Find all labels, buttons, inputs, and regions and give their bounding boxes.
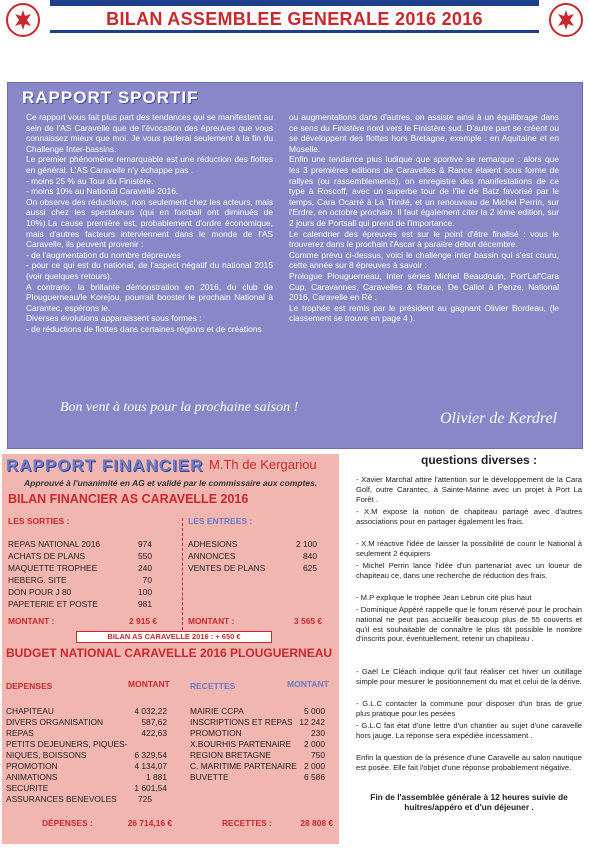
list-value: 1 881 (146, 772, 167, 782)
list-item: ANNONCES (188, 551, 236, 561)
budget-title: BUDGET NATIONAL CARAVELLE 2016 PLOUGUERNEAU (6, 646, 333, 660)
list-item: PROMOTION (190, 728, 242, 738)
list-value: 625 (303, 563, 317, 573)
montant-entrees: 3 565 € (294, 616, 322, 626)
paragraph: Le calendrier des épreuves est sur le point d'être finalisé : vous le trouverez dans le prochain l'Ascar à paraitre début décembre. (289, 228, 559, 250)
paragraph: - de l'augmentation du nombre dépreuves (26, 249, 181, 260)
question-item: - Xavier Marchal attire l'attention sur le développement de la Cara Golf, outre Carantec, à Sainte-Marine avec un projet à Port La Forêt . (356, 475, 582, 504)
sorties-label: LES SORTIES : (8, 516, 70, 526)
list-item: ANIMATIONS (6, 772, 58, 782)
closing-line: Fin de l'assemblée générale à 12 heures suivie de huitres/appéro et d'un déjeuner . (370, 792, 568, 812)
list-item: X.BOURHIS PARTENAIRE (190, 739, 292, 749)
list-value: 4 032,22 (134, 706, 167, 716)
list-item: MAQUETTE TROPHEE (8, 563, 98, 573)
list-item: ACHATS DE PLANS (8, 551, 86, 561)
list-value: 750 (311, 750, 325, 760)
paragraph: Prologue Plouguerneau, Inter séries Michel Beaudouin, Port'Laf'Cara Cup, Caravannes, Caravelles & Rance, De Callot à Penze, National 2016, Caravelle en Ré . (289, 270, 559, 303)
club-logo-icon (549, 3, 583, 37)
paragraph: On observe des réductions, non seulement chez les acteurs, mais aussi chez les spectateurs (qui en football ont diminués de 10%).La cause première est, probablement d'ordre économique, mais d'autres facteurs interviennent dans le monde de l'AS Caravelle, ils peuvent provenir : (26, 196, 273, 250)
list-item: DON POUR J 80 (8, 587, 72, 597)
question-item: - X.M réactive l'idée de laisser la possibilité de courir le National à seulement 2 équipiers (356, 539, 582, 558)
sport-heading: RAPPORT SPORTIF (22, 88, 199, 107)
question-item: - Michel Perrin lance l'idée d'un partenariat avec un loueur de chapiteau ce, dans une recherche de réduction des frais. (356, 561, 582, 580)
paragraph: - moins 10% au National Caravelle 2016. (26, 186, 179, 197)
question-item: - G.L.C fait état d'une lettre d'un chantier au sujet d'une caravelle hors jauge. La réponse sera expédiée incessament . (356, 721, 582, 740)
depenses-label: DEPENSES (6, 681, 53, 691)
list-item: PROMOTION (6, 761, 58, 771)
montant-label: MONTANT : (188, 616, 235, 626)
list-value: 6 329,54 (134, 750, 167, 760)
list-item: INSCRIPTIONS ET REPAS (190, 717, 293, 727)
list-value: 981 (138, 599, 152, 609)
question-item: - G.L.C contacter la commune pour disposer d'un bras de grue plus pratique pour les pesées (356, 699, 582, 718)
signature: Olivier de Kerdrel (440, 410, 558, 427)
list-value: 12 242 (299, 717, 325, 727)
sport-left-column (26, 112, 273, 334)
question-item: - X.M expose la notion de chapiteau partagé avec d'autres associations pour en partager également les frais. (356, 507, 582, 526)
list-item: SECURITE (6, 783, 49, 793)
list-item: PETITS DEJEUNERS, PIQUES- (6, 739, 128, 749)
montant-column-label: MONTANT (287, 679, 329, 689)
list-value: 840 (303, 551, 317, 561)
finance-heading: RAPPORT FINANCIER (6, 456, 204, 475)
bilan-result: BILAN AS CARAVELLE 2016 : + 650 € (76, 631, 272, 643)
list-value: 2 000 (304, 739, 325, 749)
montant-column-label: MONTANT (128, 679, 170, 689)
paragraph: Diverses évolutions apparaissent sous formes : (26, 313, 202, 324)
column-divider (182, 518, 183, 630)
header (0, 0, 589, 38)
header-underline (50, 30, 539, 33)
list-value: 70 (142, 575, 152, 585)
list-item: CHAPITEAU (6, 706, 54, 716)
list-item: NIQUES, BOISSONS (6, 750, 87, 760)
recettes-label: RECETTES (190, 681, 236, 691)
list-item: REPAS (6, 728, 34, 738)
list-value: 587,62 (141, 717, 167, 727)
finance-report-panel (2, 454, 339, 844)
closing-wish: Bon vent à tous pour la prochaine saison ! (60, 400, 299, 415)
paragraph: Ce rapport vous fait plus part des tendances qui se manifestent au sein de l'AS Caravelle que de l'évocation des épreuves que vous connaissez mieux que moi. Je vous parlerai seulement à la fin du Challenge Inter-bassins. (26, 112, 273, 154)
list-value: 974 (138, 539, 152, 549)
list-value: 1 601,54 (134, 783, 167, 793)
list-value: 240 (138, 563, 152, 573)
bilan-title: BILAN FINANCIER AS CARAVELLE 2016 (8, 492, 249, 506)
header-bar (50, 0, 539, 6)
list-item: REPAS NATIONAL 2016 (8, 539, 101, 549)
list-item: BUVETTE (190, 772, 229, 782)
list-value: 422,63 (141, 728, 167, 738)
montant-label: MONTANT : (8, 616, 55, 626)
club-logo-icon (6, 3, 40, 37)
list-value: 725 (138, 794, 152, 804)
list-item: ADHESIONS (188, 539, 238, 549)
paragraph: - moins 25 % au Tour du Finistère. (26, 175, 154, 186)
list-item: ASSURANCES BENEVOLES (6, 794, 117, 804)
entrees-label: LES ENTREES : (188, 516, 253, 526)
list-item: MAIRIE CCPA (190, 706, 244, 716)
list-value: 2 100 (296, 539, 317, 549)
list-item: HEBERG. SITE (8, 575, 67, 585)
paragraph: ou augmentations dans d'autres, on assiste ainsi à un équilibrage dans ce sens du Finistère nord vers le Finistère sud. D'autre part se créent ou se développent des flottes hors Bretagne, exemple : en Aquitaine et en Moselle. (289, 112, 559, 154)
question-item: Enfin la question de la présence d'une Caravelle au salon nautique est posée. Elle fait l'objet d'une réponse probablement négative. (356, 753, 582, 772)
list-value: 2 000 (304, 761, 325, 771)
paragraph: Comme prévu ci-dessus, voici le challenge inter bassin qui s'est couru, cette année sur 8 épreuves à savoir : (289, 249, 559, 271)
list-item: PAPETERIE ET POSTE (8, 599, 98, 609)
question-item: - M.P explique le trophée Jean Lebrun cité plus haut (356, 593, 532, 602)
approval-note: Approuvé à l'unanimité en AG et validé par le commissaire aux comptes. (24, 478, 318, 488)
paragraph: A contrario, la brillante démonstration en 2016, du club de Plouguerneau/le Korejou, pourrait booster le prochain National à Carantec, espérons le. (26, 281, 273, 313)
sport-right-column (289, 112, 559, 324)
paragraph: Le premier phénomène remarquable est une réduction des flottes en général. L'AS Caravelle n'y échappe pas . (26, 154, 273, 175)
paragraph: - pour ce qui est du national, de l'aspect négatif du national 2015 (voir quelques retours). (26, 260, 273, 281)
question-item: - Gaël Le Cléach indique qu'il faut réaliser cet hiver un outillage simple pour mesurer le positionnement du mat et celui de la dérive. (356, 667, 582, 686)
list-value: 100 (138, 587, 152, 597)
montant-sorties: 2 915 € (129, 616, 157, 626)
total-depenses: 26 714,16 € (127, 818, 172, 828)
total-recettes-label: RECETTES : (222, 818, 272, 828)
total-depenses-label: DÉPENSES : (42, 818, 93, 828)
list-item: REGION BRETAGNE (190, 750, 271, 760)
list-item: VENTES DE PLANS (188, 563, 266, 573)
paragraph: Le trophée est remis par le président au gagnant Olivier Bordeau, (le classement se trouve en page 4 ). (289, 302, 559, 324)
list-value: 4 134,07 (134, 761, 167, 771)
page-title: BILAN ASSEMBLEE GENERALE 2016 2016 (106, 9, 483, 29)
list-value: 230 (311, 728, 325, 738)
paragraph: Enfin une tendance plus ludique que sportive se remarque : alors que les 3 premières editions de Caravelles & Rance étaient sous forme de rallyes (ou rassemblements), on enregistre des manifestations de ce type à Roscoff, avec un superbe tour de l'île de Batz favorisé par le temps, Cara Ocarré à La Trinité, et un renouveau de Michel Perrin, sur l'Erdre, en octobre prochain. Il faut également citer la 2 ième edition, sur 2 jours de Portsall qui prend de l'importance. (289, 154, 559, 228)
list-item: DIVERS ORGANISATION (6, 717, 104, 727)
question-item: - Dominique Appéré rappelle que le forum réservé pour le prochain national ne peut pas accueillir beaucoup plus de 55 couverts et qu'il est souhaitable de connaître le plus tôt possible le nombre d'inscrits pour, éventuellement, retenir un chapiteau . (356, 605, 582, 644)
list-value: 5 000 (304, 706, 325, 716)
questions-heading: questions diverses : (421, 453, 538, 467)
total-recettes: 28 808 € (300, 818, 333, 828)
list-value: 550 (138, 551, 152, 561)
list-item: C. MARITIME PARTENAIRE (190, 761, 297, 771)
finance-author: M.Th de Kergariou (209, 457, 317, 472)
list-value: 6 586 (304, 772, 325, 782)
paragraph: - de réductions de flottes dans certaines régions et de créations (26, 323, 262, 334)
